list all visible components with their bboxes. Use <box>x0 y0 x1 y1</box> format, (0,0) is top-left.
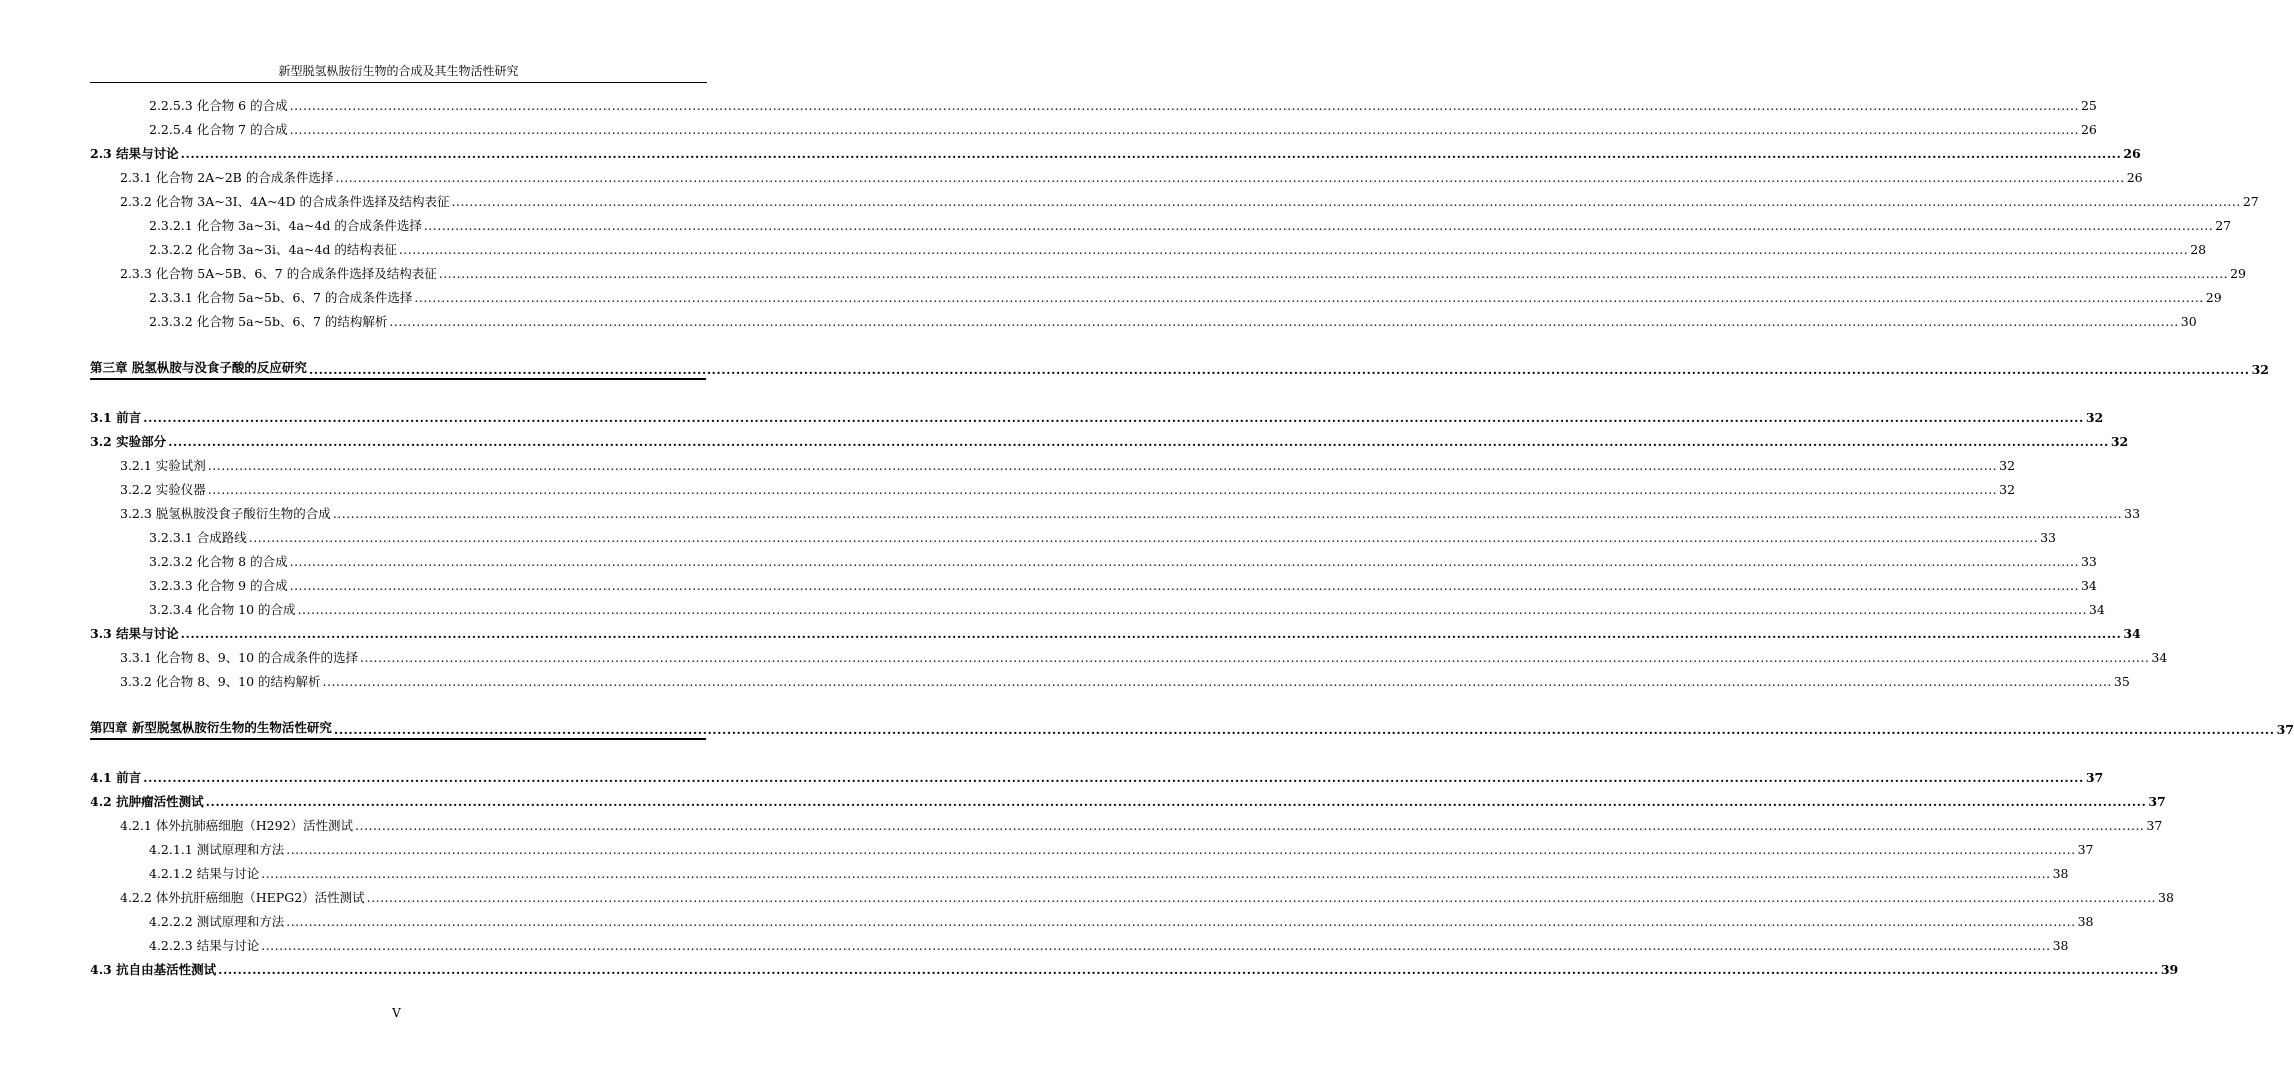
toc-entry-title: 3.3 结果与讨论 <box>90 626 179 641</box>
toc-entry-title: 4.2.2.2 测试原理和方法 <box>149 914 285 929</box>
toc-entry-page: 38 <box>2052 866 2069 881</box>
toc-entry <box>149 524 2056 546</box>
toc-entry <box>149 116 2097 138</box>
toc-entry <box>149 236 2207 258</box>
toc-leader-dots: ................................................................................................................................................................................................................................................................................................................................................................................................................ <box>207 482 1998 497</box>
toc-entry-page: 37 <box>2085 770 2104 785</box>
toc-entry <box>149 308 2197 330</box>
page-number: V <box>392 1006 401 1020</box>
toc-entry <box>120 500 2141 522</box>
toc-entry-title: 第三章 脱氢枞胺与没食子酸的反应研究 <box>90 360 307 375</box>
toc-entry-title: 4.2.2 体外抗肝癌细胞（HEPG2）活性测试 <box>120 890 365 905</box>
toc-chapter-entry <box>90 712 2294 740</box>
toc-entry <box>120 164 2143 186</box>
toc-entry <box>149 596 2105 618</box>
toc-entry-title: 2.2.5.4 化合物 7 的合成 <box>149 122 288 137</box>
toc-entry-page: 27 <box>2242 194 2259 209</box>
toc-entry <box>149 932 2069 954</box>
toc-entry-title: 2.3.2.1 化合物 3a~3i、4a~4d 的合成条件选择 <box>149 218 422 233</box>
toc-entry-title: 2.2.5.3 化合物 6 的合成 <box>149 98 288 113</box>
toc-entry-page: 32 <box>2251 362 2269 377</box>
toc-leader-dots: ................................................................................................................................................................................................................................................................................................................................................................................................................ <box>398 242 2189 257</box>
toc-entry-title: 2.3.2 化合物 3A~3I、4A~4D 的合成条件选择及结构表征 <box>120 194 450 209</box>
toc-entry-title: 4.2 抗肿瘤活性测试 <box>90 794 204 809</box>
toc-entry-title: 4.2.1 体外抗肺癌细胞（H292）活性测试 <box>120 818 354 833</box>
toc-entry-page: 32 <box>1999 482 2016 497</box>
toc-entry-page: 38 <box>2052 938 2069 953</box>
toc-entry-page: 29 <box>2205 290 2222 305</box>
toc-entry-page: 29 <box>2230 266 2246 281</box>
toc-leader-dots: ................................................................................................................................................................................................................................................................................................................................................................................................................ <box>248 530 2039 545</box>
toc-entry-title: 2.3 结果与讨论 <box>90 146 179 161</box>
toc-entry <box>120 668 2130 690</box>
toc-entry-page: 33 <box>2124 506 2141 521</box>
toc-leader-dots: ................................................................................................................................................................................................................................................................................................................................................................................................................ <box>180 626 2122 641</box>
toc-leader-dots: ................................................................................................................................................................................................................................................................................................................................................................................................................ <box>451 194 2241 209</box>
toc-entry-page: 34 <box>2088 602 2105 617</box>
toc-entry-page: 37 <box>2146 818 2163 833</box>
toc-leader-dots: ................................................................................................................................................................................................................................................................................................................................................................................................................ <box>297 602 2087 617</box>
toc-leader-dots: ................................................................................................................................................................................................................................................................................................................................................................................................................ <box>333 722 2275 737</box>
toc-entry-title: 3.2.1 实验试剂 <box>120 458 206 473</box>
toc-leader-dots: ................................................................................................................................................................................................................................................................................................................................................................................................................ <box>423 218 2214 233</box>
toc-entry-title: 4.2.1.2 结果与讨论 <box>149 866 260 881</box>
toc-entry-page: 34 <box>2123 626 2141 641</box>
toc-entry-title: 3.2.3 脱氢枞胺没食子酸衍生物的合成 <box>120 506 331 521</box>
toc-entry <box>149 212 2232 234</box>
toc-entry-page: 34 <box>2151 650 2168 665</box>
toc-entry-title: 3.2.3.3 化合物 9 的合成 <box>149 578 288 593</box>
toc-entry-page: 26 <box>2126 170 2143 185</box>
toc-entry-title: 4.1 前言 <box>90 770 142 785</box>
toc-leader-dots: ................................................................................................................................................................................................................................................................................................................................................................................................................ <box>289 578 2079 593</box>
toc-leader-dots: ................................................................................................................................................................................................................................................................................................................................................................................................................ <box>261 866 2051 881</box>
toc-entry <box>149 284 2222 306</box>
toc-entry-title: 2.3.2.2 化合物 3a~3i、4a~4d 的结构表征 <box>149 242 397 257</box>
toc-leader-dots: ................................................................................................................................................................................................................................................................................................................................................................................................................ <box>366 890 2157 905</box>
toc-entry <box>149 572 2097 594</box>
toc-entry <box>149 92 2097 114</box>
toc-entry-title: 4.2.1.1 测试原理和方法 <box>149 842 285 857</box>
toc-entry-page: 37 <box>2077 842 2094 857</box>
toc-entry <box>120 452 2016 474</box>
toc-leader-dots: ................................................................................................................................................................................................................................................................................................................................................................................................................ <box>289 98 2079 113</box>
toc-chapter-entry <box>90 352 2269 380</box>
toc-leader-dots: ................................................................................................................................................................................................................................................................................................................................................................................................................ <box>335 170 2125 185</box>
toc-entry <box>149 548 2097 570</box>
toc-entry-page: 33 <box>2080 554 2097 569</box>
toc-entry-title: 3.3.1 化合物 8、9、10 的合成条件的选择 <box>120 650 359 665</box>
toc-leader-dots: ................................................................................................................................................................................................................................................................................................................................................................................................................ <box>322 674 2112 689</box>
toc-entry-title: 3.2.3.4 化合物 10 的合成 <box>149 602 296 617</box>
toc-entry-title: 3.1 前言 <box>90 410 142 425</box>
toc-leader-dots: ................................................................................................................................................................................................................................................................................................................................................................................................................ <box>207 458 1998 473</box>
toc-entry-page: 39 <box>2160 962 2179 977</box>
toc-entry-page: 28 <box>2190 242 2207 257</box>
toc-leader-dots: ................................................................................................................................................................................................................................................................................................................................................................................................................ <box>360 650 2150 665</box>
toc-leader-dots: ................................................................................................................................................................................................................................................................................................................................................................................................................ <box>332 506 2123 521</box>
toc-entry-page: 26 <box>2123 146 2141 161</box>
toc-entry-title: 3.2.2 实验仪器 <box>120 482 206 497</box>
toc-entry-page: 34 <box>2080 578 2097 593</box>
toc-entry-title: 2.3.3 化合物 5A~5B、6、7 的合成条件选择及结构表征 <box>120 266 437 281</box>
toc-entry <box>149 836 2094 858</box>
toc-entry-title: 第四章 新型脱氢枞胺衍生物的生物活性研究 <box>90 720 332 735</box>
toc-entry <box>120 884 2174 906</box>
toc-leader-dots: ................................................................................................................................................................................................................................................................................................................................................................................................................ <box>308 362 2250 377</box>
toc-entry-title: 3.3.2 化合物 8、9、10 的结构解析 <box>120 674 321 689</box>
toc-entry <box>120 644 2168 666</box>
toc-entry <box>120 188 2259 210</box>
toc-leader-dots: ................................................................................................................................................................................................................................................................................................................................................................................................................ <box>289 554 2079 569</box>
toc-leader-dots: ................................................................................................................................................................................................................................................................................................................................................................................................................ <box>261 938 2051 953</box>
toc-entry-title: 4.2.2.3 结果与讨论 <box>149 938 260 953</box>
toc-entry <box>120 260 2246 282</box>
toc-entry-title: 3.2.3.1 合成路线 <box>149 530 247 545</box>
toc-entry-page: 26 <box>2080 122 2097 137</box>
toc-entry <box>90 428 2129 450</box>
toc-leader-dots: ................................................................................................................................................................................................................................................................................................................................................................................................................ <box>389 314 2179 329</box>
toc-entry <box>90 764 2104 786</box>
toc-entry-page: 38 <box>2158 890 2174 905</box>
toc-entry-page: 33 <box>2040 530 2056 545</box>
toc-leader-dots: ................................................................................................................................................................................................................................................................................................................................................................................................................ <box>289 122 2079 137</box>
toc-entry-page: 37 <box>2148 794 2166 809</box>
running-header: 新型脱氢枞胺衍生物的合成及其生物活性研究 <box>278 64 519 78</box>
toc-entry <box>90 404 2104 426</box>
toc-entry-page: 38 <box>2077 914 2094 929</box>
toc-leader-dots: ................................................................................................................................................................................................................................................................................................................................................................................................................ <box>355 818 2145 833</box>
toc-leader-dots: ................................................................................................................................................................................................................................................................................................................................................................................................................ <box>143 770 2084 785</box>
toc-entry-title: 2.3.3.1 化合物 5a~5b、6、7 的合成条件选择 <box>149 290 413 305</box>
toc-entry <box>90 620 2141 642</box>
toc-entry-page: 37 <box>2276 722 2294 737</box>
toc-entry-page: 25 <box>2080 98 2097 113</box>
toc-leader-dots: ................................................................................................................................................................................................................................................................................................................................................................................................................ <box>205 794 2147 809</box>
toc-entry <box>149 860 2069 882</box>
toc-entry <box>90 140 2141 162</box>
toc-leader-dots: ................................................................................................................................................................................................................................................................................................................................................................................................................ <box>168 434 2109 449</box>
toc-entry-title: 3.2.3.2 化合物 8 的合成 <box>149 554 288 569</box>
toc-entry-title: 2.3.3.2 化合物 5a~5b、6、7 的结构解析 <box>149 314 388 329</box>
toc-entry-page: 32 <box>1999 458 2016 473</box>
toc-leader-dots: ................................................................................................................................................................................................................................................................................................................................................................................................................ <box>143 410 2084 425</box>
toc-leader-dots: ................................................................................................................................................................................................................................................................................................................................................................................................................ <box>218 962 2159 977</box>
toc-leader-dots: ................................................................................................................................................................................................................................................................................................................................................................................................................ <box>438 266 2229 281</box>
toc-entry <box>120 812 2163 834</box>
toc-leader-dots: ................................................................................................................................................................................................................................................................................................................................................................................................................ <box>180 146 2122 161</box>
toc-entry-page: 35 <box>2113 674 2130 689</box>
toc-leader-dots: ................................................................................................................................................................................................................................................................................................................................................................................................................ <box>286 842 2076 857</box>
toc-entry-title: 2.3.1 化合物 2A~2B 的合成条件选择 <box>120 170 334 185</box>
toc-entry <box>149 908 2094 930</box>
toc-entry-page: 27 <box>2215 218 2232 233</box>
toc-entry-page: 32 <box>2110 434 2129 449</box>
toc-entry-title: 3.2 实验部分 <box>90 434 167 449</box>
toc-entry <box>90 956 2179 978</box>
toc-entry <box>90 788 2166 810</box>
toc-entry-title: 4.3 抗自由基活性测试 <box>90 962 217 977</box>
toc-entry <box>120 476 2016 498</box>
toc-entry-page: 30 <box>2180 314 2197 329</box>
toc-leader-dots: ................................................................................................................................................................................................................................................................................................................................................................................................................ <box>414 290 2204 305</box>
toc-entry-page: 32 <box>2085 410 2104 425</box>
toc-leader-dots: ................................................................................................................................................................................................................................................................................................................................................................................................................ <box>286 914 2076 929</box>
